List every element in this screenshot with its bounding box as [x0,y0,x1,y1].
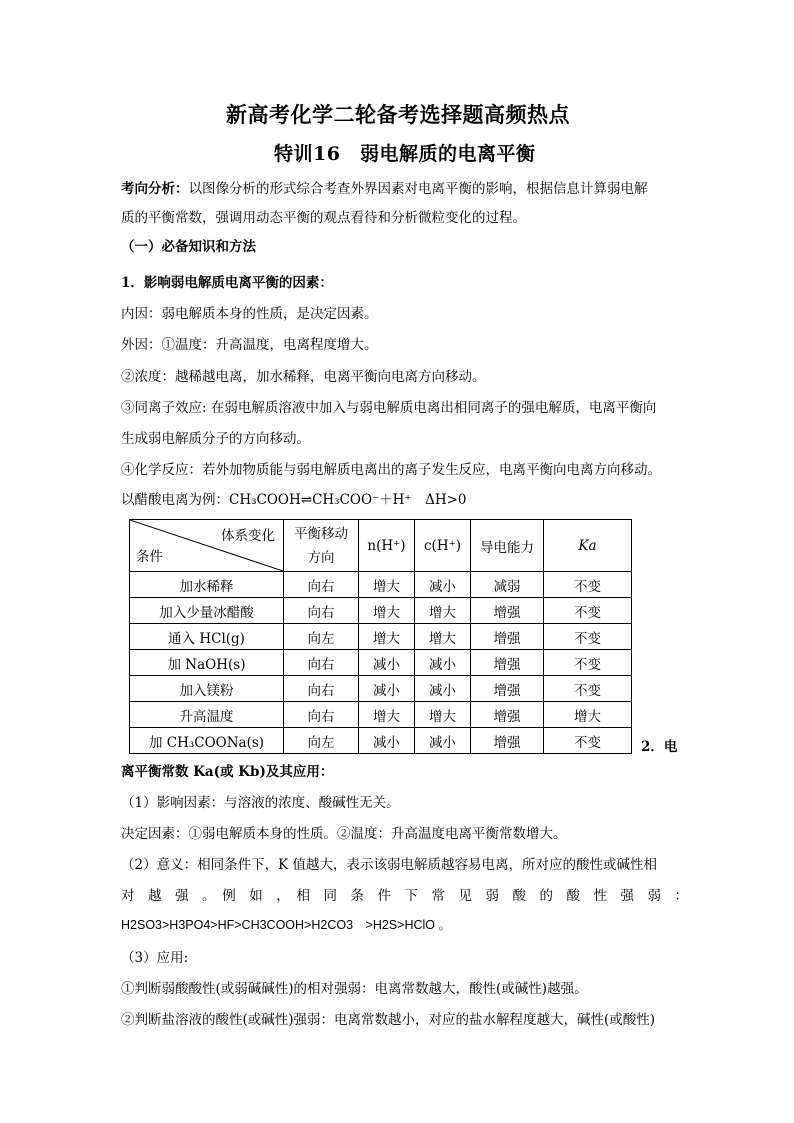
constants-heading-part-2: 离平衡常数 Ka(或 Kb)及其应用： [121,764,334,780]
cell-c-h: 减小 [415,572,471,598]
cell-condition: 升高温度 [130,702,284,728]
cell-direction: 向左 [284,728,359,754]
table-row [130,676,632,702]
table-row [130,572,632,598]
cell-condition: 加 CH₃COONa(s) [130,728,284,754]
header-shift-line-2: 方向 [307,549,335,566]
constants-application: （3）应用: [121,950,189,966]
constants-meaning-1: （2）意义：相同条件下，K 值越大，表示该弱电解质越容易电离，所对应的酸性或碱性相 [121,857,657,873]
cell-ka: 不变 [544,598,632,624]
analysis-line-2: 质的平衡常数，强调用动态平衡的观点看待和分析微粒变化的过程。 [121,210,526,226]
header-ka: Ka [544,520,632,572]
cell-n-h: 增大 [359,624,415,650]
cell-ka: 不变 [544,624,632,650]
header-n-h: n(H⁺) [359,520,415,572]
cell-conductivity: 减弱 [471,572,544,598]
factors-common-ion-1: ③同离子效应: 在弱电解质溶液中加入与弱电解质电离出相同离子的强电解质，电离平衡向 [121,400,657,416]
constants-heading-part-1: 2．电 [641,739,678,755]
section-heading: （一）必备知识和方法 [121,239,256,255]
cell-n-h: 增大 [359,572,415,598]
table-header-row [130,520,632,572]
constants-influence: （1）影响因素：与溶液的浓度、酸碱性无关。 [121,795,400,811]
analysis-line-1 [121,177,648,197]
cell-n-h: 增大 [359,702,415,728]
factors-common-ion-2: 生成弱电解质分子的方向移动。 [121,431,310,447]
cell-n-h: 减小 [359,728,415,754]
table-row [130,728,632,754]
header-c-h: c(H⁺) [415,520,471,572]
cell-conductivity: 增强 [471,676,544,702]
constants-decisive: 决定因素：①弱电解质本身的性质。②温度：升高温度电离平衡常数增大。 [121,826,567,842]
cell-direction: 向右 [284,676,359,702]
constants-meaning-3: H2SO3>H3PO4>HF>CH3COOH>H2CO3 >H2S>HClO 。 [121,918,451,932]
header-shift-direction [284,520,359,572]
header-shift-line-1: 平衡移动 [294,525,348,542]
corner-top-label: 体系变化 [221,528,275,544]
cell-ka: 不变 [544,728,632,754]
corner-bottom-label: 条件 [136,549,163,565]
page-subtitle: 特训16 弱电解质的电离平衡 [274,143,536,165]
page-title: 新高考化学二轮备考选择题高频热点 [226,102,570,127]
cell-condition: 加水稀释 [130,572,284,598]
cell-conductivity: 增强 [471,728,544,754]
cell-conductivity: 增强 [471,624,544,650]
cell-conductivity: 增强 [471,598,544,624]
cell-direction: 向左 [284,624,359,650]
cell-direction: 向右 [284,702,359,728]
cell-condition: 加 NaOH(s) [130,650,284,676]
cell-conductivity: 增强 [471,650,544,676]
factors-heading: 1．影响弱电解质电离平衡的因素： [121,275,333,291]
analysis-label: 考向分析： [121,181,189,197]
table-corner-cell [130,520,284,572]
cell-conductivity: 增强 [471,702,544,728]
cell-c-h: 减小 [415,676,471,702]
cell-condition: 加入镁粉 [130,676,284,702]
table-row [130,650,632,676]
cell-c-h: 增大 [415,702,471,728]
analysis-text-1: 以图像分析的形式综合考查外界因素对电离平衡的影响，根据信息计算弱电解 [188,181,648,197]
cell-n-h: 减小 [359,676,415,702]
factors-internal: 内因：弱电解质本身的性质，是决定因素。 [121,306,378,322]
ionization-table [129,519,632,754]
cell-n-h: 减小 [359,650,415,676]
cell-direction: 向右 [284,650,359,676]
cell-c-h: 减小 [415,650,471,676]
cell-direction: 向右 [284,572,359,598]
cell-condition: 通入 HCl(g) [130,624,284,650]
cell-c-h: 减小 [415,728,471,754]
constants-meaning-2: 对 越 强 。 例 如 ， 相 同 条 件 下 常 见 弱 酸 的 酸 性 强 弱 ： [121,888,688,904]
table-row [130,624,632,650]
header-conductivity: 导电能力 [471,520,544,572]
constants-application-2: ②判断盐溶液的酸性(或碱性)强弱：电离常数越小，对应的盐水解程度越大，碱性(或酸性) [121,1012,656,1028]
cell-direction: 向右 [284,598,359,624]
table-row [130,702,632,728]
factors-concentration: ②浓度：越稀越电离，加水稀释，电离平衡向电离方向移动。 [121,369,486,385]
cell-ka: 不变 [544,572,632,598]
table-row [130,598,632,624]
cell-ka: 不变 [544,676,632,702]
factors-external: 外因：①温度：升高温度，电离程度增大。 [121,337,378,353]
factors-reaction: ④化学反应：若外加物质能与弱电解质电离出的离子发生反应，电离平衡向电离方向移动。 [121,462,661,478]
cell-c-h: 增大 [415,598,471,624]
cell-condition: 加入少量冰醋酸 [130,598,284,624]
cell-ka: 增大 [544,702,632,728]
constants-application-1: ①判断弱酸酸性(或弱碱碱性)的相对强弱：电离常数越大，酸性(或碱性)越强。 [121,981,588,997]
cell-n-h: 增大 [359,598,415,624]
cell-ka: 不变 [544,650,632,676]
factors-example: 以醋酸电离为例：CH₃COOH⇌CH₃COO⁻＋H⁺ ΔH>0 [121,492,467,508]
cell-c-h: 增大 [415,624,471,650]
